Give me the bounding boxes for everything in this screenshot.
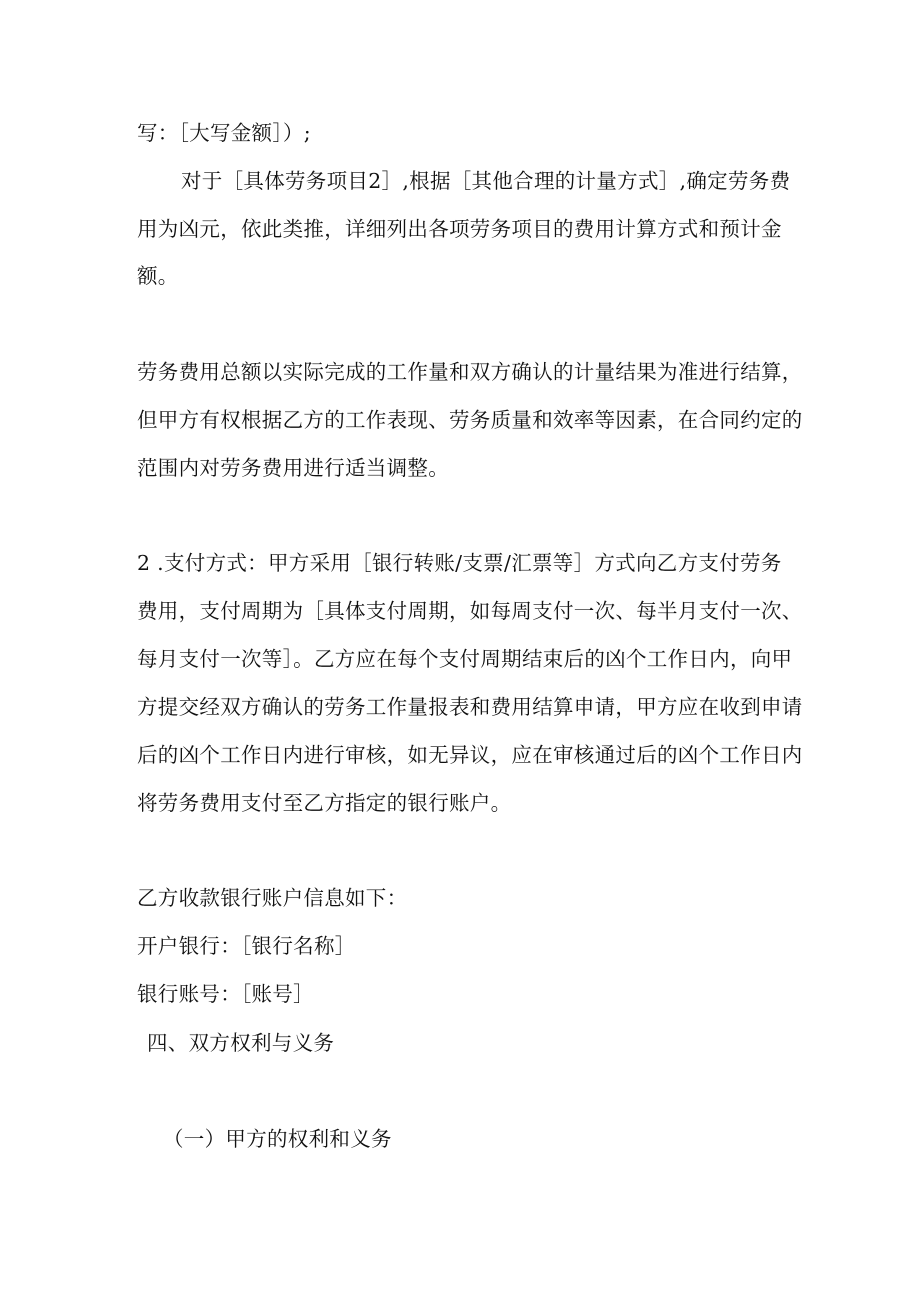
text-line: 开户银行：［银行名称］ xyxy=(137,934,356,958)
text-line: 额。 xyxy=(137,264,179,288)
text-line: 但甲方有权根据乙方的工作表现、劳务质量和效率等因素，在合同约定的 xyxy=(137,408,803,432)
text-line: 费用，支付周期为［具体支付周期，如每周支付一次、每半月支付一次、 xyxy=(137,599,803,623)
paragraph-first-line: 2 .支付方式：甲方采用［银行转账/支票/汇票等］方式向乙方支付劳务 xyxy=(137,551,782,575)
text-line: 将劳务费用支付至乙方指定的银行账户。 xyxy=(137,791,512,815)
paragraph-first-line: 对于［具体劳务项目2］,根据［其他合理的计量方式］,确定劳务费 xyxy=(181,169,791,193)
text-line: 范围内对劳务费用进行适当调整。 xyxy=(137,456,449,480)
text-line: 后的凶个工作日内进行审核，如无异议，应在审核通过后的凶个工作日内 xyxy=(137,743,803,767)
text-line: 每月支付一次等］。乙方应在每个支付周期结束后的凶个工作日内，向甲 xyxy=(137,647,793,671)
subsection-heading: （一）甲方的权利和义务 xyxy=(163,1127,392,1151)
section-heading: 四、双方权利与义务 xyxy=(147,1031,335,1055)
text-line: 方提交经双方确认的劳务工作量报表和费用结算申请，甲方应在收到申请 xyxy=(137,695,803,719)
text-line: 写：［大写金额］）; xyxy=(137,121,311,145)
text-line: 银行账号：［账号］ xyxy=(137,982,314,1006)
text-line: 乙方收款银行账户信息如下： xyxy=(137,886,408,910)
paragraph-first-line: 劳务费用总额以实际完成的工作量和双方确认的计量结果为准进行结算， xyxy=(137,360,803,384)
text-line: 用为凶元，依此类推，详细列出各项劳务项目的费用计算方式和预计金 xyxy=(137,217,782,241)
